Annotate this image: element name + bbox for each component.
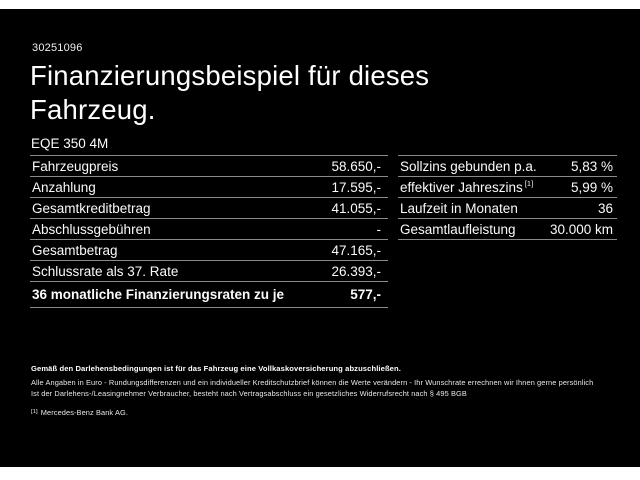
row-value: 17.595,- xyxy=(331,179,381,195)
row-label: Gesamtbetrag xyxy=(32,242,118,258)
row-label: Sollzins gebunden p.a. xyxy=(400,158,537,174)
row-value: 577,- xyxy=(350,287,381,302)
row-label: Gesamtlaufleistung xyxy=(400,221,516,237)
row-value: 5,83 % xyxy=(570,158,613,174)
fine-print-line2: Alle Angaben in Euro - Rundungsdifferenzen und ein individueller Kreditschutzbrief können die Werte verändern - Ihr Wunschrate errechnen wir Ihnen gerne persönlich xyxy=(31,377,594,387)
row-value: - xyxy=(376,221,381,237)
footnote-text: Mercedes-Benz Bank AG. xyxy=(40,407,128,417)
table-row xyxy=(398,156,617,177)
row-label: Fahrzeugpreis xyxy=(32,158,119,174)
finance-table xyxy=(30,155,388,308)
table-row xyxy=(398,177,617,198)
footnote-marker: [1] xyxy=(31,408,38,415)
footnote xyxy=(31,407,616,419)
row-value: 36 xyxy=(597,200,613,216)
row-value: 26.393,- xyxy=(331,263,381,279)
row-label: Gesamtkreditbetrag xyxy=(32,200,151,216)
table-row xyxy=(30,156,388,177)
conditions-table xyxy=(398,155,617,240)
table-row xyxy=(398,219,617,240)
table-row xyxy=(30,177,388,198)
row-value: 41.055,- xyxy=(331,200,381,216)
table-row xyxy=(30,261,388,282)
vehicle-model: EQE 350 4M xyxy=(31,136,109,151)
footnote-ref: [1] xyxy=(524,179,534,188)
row-value: 58.650,- xyxy=(331,158,381,174)
black-content-panel xyxy=(0,9,640,467)
table-row xyxy=(30,219,388,240)
table-row xyxy=(398,198,617,219)
row-label: Anzahlung xyxy=(32,179,96,195)
page-title-line1: Finanzierungsbeispiel für dieses xyxy=(30,60,430,91)
row-label: Abschlussgebühren xyxy=(32,221,151,237)
offer-id: 30251096 xyxy=(32,42,83,54)
row-label: Laufzeit in Monaten xyxy=(400,200,518,216)
page-title xyxy=(30,59,429,127)
table-row xyxy=(30,240,388,261)
row-label: effektiver Jahreszins [1] xyxy=(400,179,534,195)
row-value: 47.165,- xyxy=(331,242,381,258)
row-label: 36 monatliche Finanzierungsraten zu je xyxy=(32,287,285,302)
row-value: 30.000 km xyxy=(549,221,613,237)
fine-print-bold-line: Gemäß den Darlehensbedingungen ist für das Fahrzeug eine Vollkaskoversicherung abzuschließen. xyxy=(31,364,401,373)
page-title-line2: Fahrzeug. xyxy=(30,94,156,125)
row-value: 5,99 % xyxy=(570,179,613,195)
row-label: Schlussrate als 37. Rate xyxy=(32,263,179,279)
table-row-monthly-rate xyxy=(30,282,388,308)
fine-print-line3: Ist der Darlehens-/Leasingnehmer Verbraucher, besteht nach Vertragsabschluss ein gesetzliches Widerrufsrecht nach § 495 BGB xyxy=(31,389,467,398)
fine-print xyxy=(31,363,616,418)
table-row xyxy=(30,198,388,219)
